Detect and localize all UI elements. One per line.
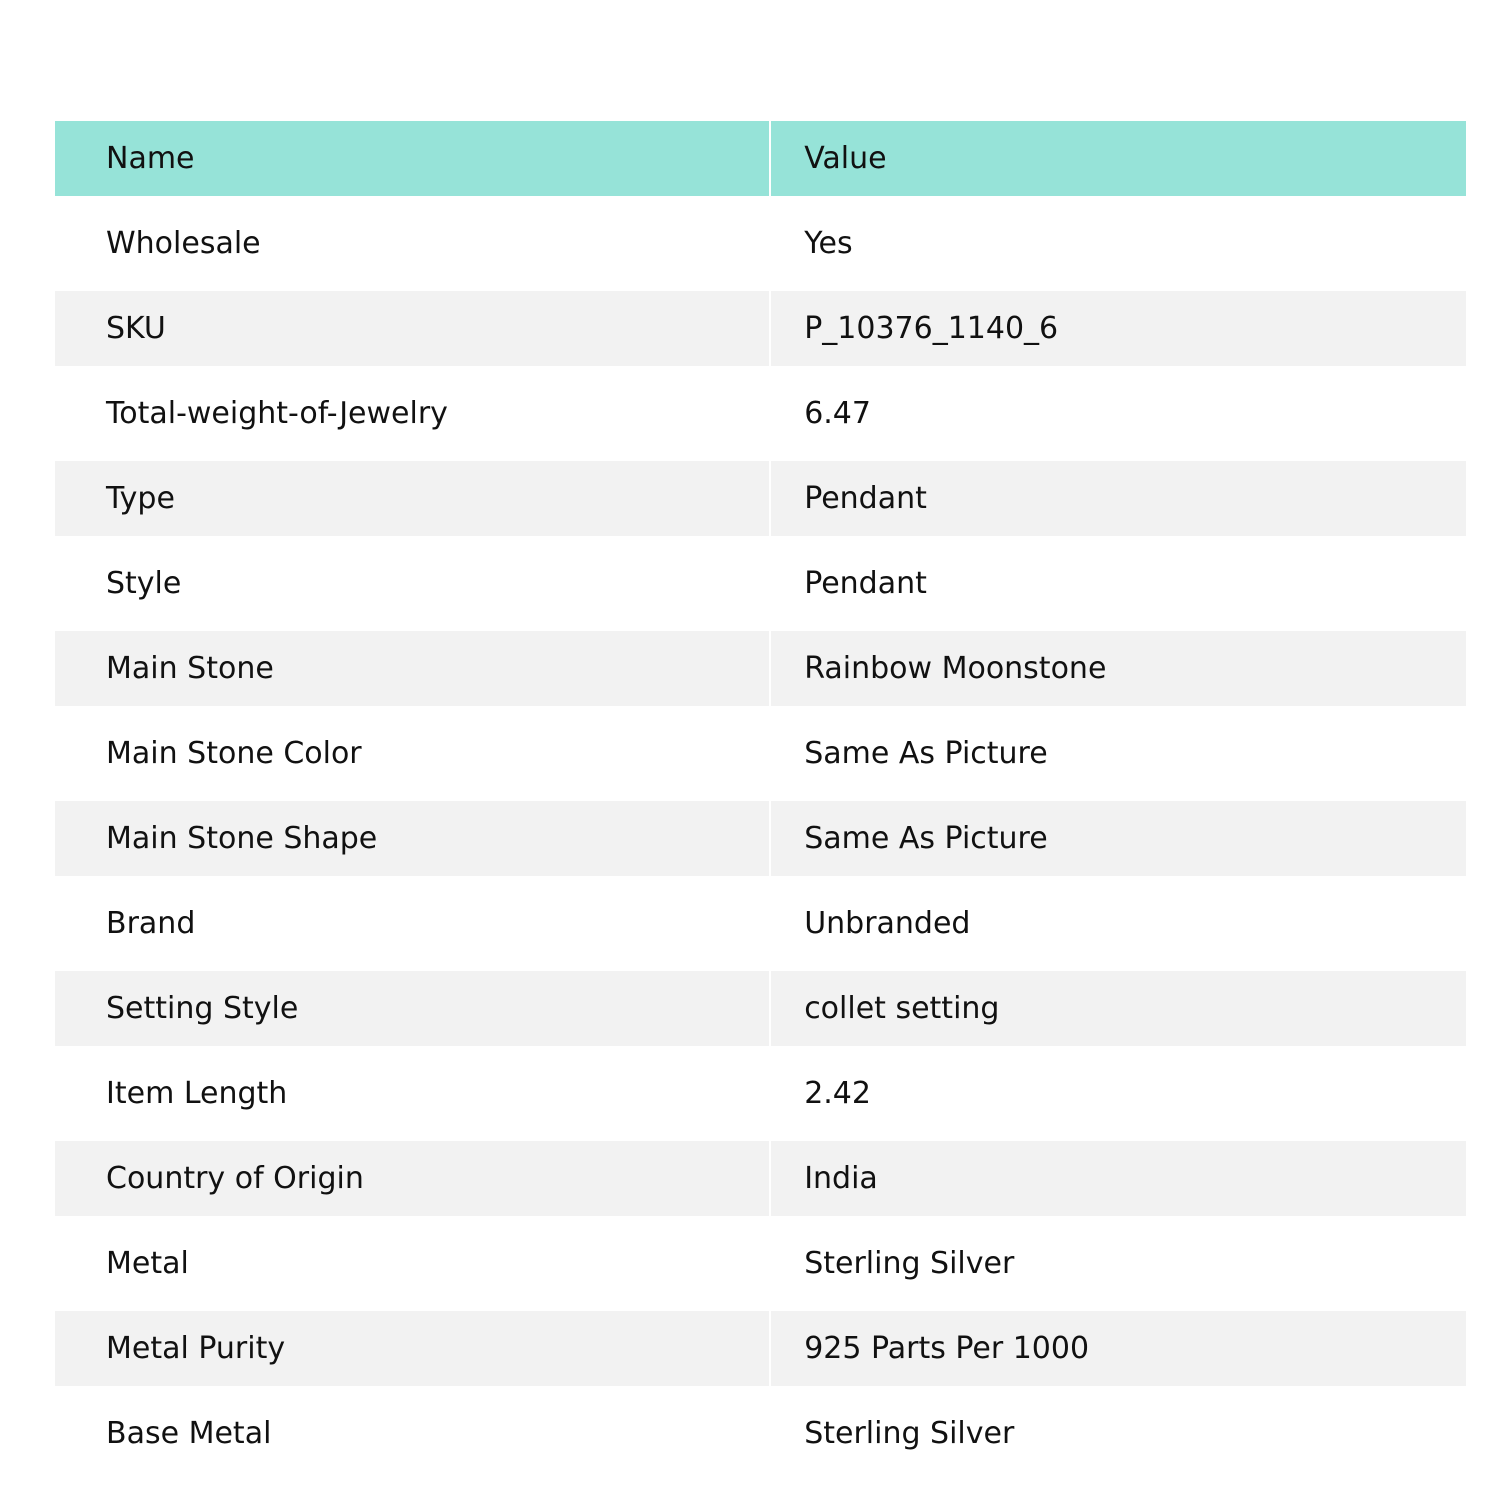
- row-value: Same As Picture: [804, 736, 1048, 771]
- row-value: Same As Picture: [771, 801, 1466, 876]
- table-row: [55, 1386, 1466, 1481]
- row-name: Brand: [106, 906, 196, 941]
- row-value: P_10376_1140_6: [771, 291, 1466, 366]
- row-value: Sterling Silver: [804, 1416, 1015, 1451]
- table-row: [55, 1141, 1466, 1216]
- row-name: Metal Purity: [55, 1311, 771, 1386]
- row-value: 6.47: [804, 396, 871, 431]
- row-value: Pendant: [771, 461, 1466, 536]
- row-name: Item Length: [106, 1076, 288, 1111]
- table-row: [55, 1216, 1466, 1311]
- row-value: Sterling Silver: [804, 1246, 1015, 1281]
- table-body: [55, 196, 1466, 1481]
- header-name: Name: [55, 121, 771, 196]
- row-name: Type: [55, 461, 771, 536]
- table-row: [55, 366, 1466, 461]
- table-row: [55, 196, 1466, 291]
- row-name: Metal: [106, 1246, 189, 1281]
- row-value: Rainbow Moonstone: [771, 631, 1466, 706]
- row-name: Country of Origin: [55, 1141, 771, 1216]
- row-name: Main Stone: [55, 631, 771, 706]
- table-row: [55, 461, 1466, 536]
- table-header: [55, 121, 1466, 196]
- table-row: [55, 291, 1466, 366]
- table-row: [55, 1311, 1466, 1386]
- header-row: [55, 121, 1466, 196]
- table-row: [55, 801, 1466, 876]
- row-value: collet setting: [771, 971, 1466, 1046]
- header-value: Value: [771, 121, 1466, 196]
- table-row: [55, 631, 1466, 706]
- row-name: Main Stone Color: [106, 736, 362, 771]
- row-name: SKU: [55, 291, 771, 366]
- row-name: Wholesale: [106, 226, 261, 261]
- row-name: Base Metal: [106, 1416, 272, 1451]
- row-value: Pendant: [804, 566, 927, 601]
- row-name: Main Stone Shape: [55, 801, 771, 876]
- row-value: 2.42: [804, 1076, 871, 1111]
- row-name: Setting Style: [55, 971, 771, 1046]
- table-row: [55, 1046, 1466, 1141]
- row-value: India: [771, 1141, 1466, 1216]
- table-row: [55, 876, 1466, 971]
- row-value: Yes: [804, 226, 853, 261]
- row-name: Style: [106, 566, 182, 601]
- row-value: 925 Parts Per 1000: [771, 1311, 1466, 1386]
- table-row: [55, 706, 1466, 801]
- row-value: Unbranded: [804, 906, 971, 941]
- row-name: Total-weight-of-Jewelry: [106, 396, 448, 431]
- table-row: [55, 536, 1466, 631]
- specifications-table: [55, 121, 1466, 1481]
- table-row: [55, 971, 1466, 1046]
